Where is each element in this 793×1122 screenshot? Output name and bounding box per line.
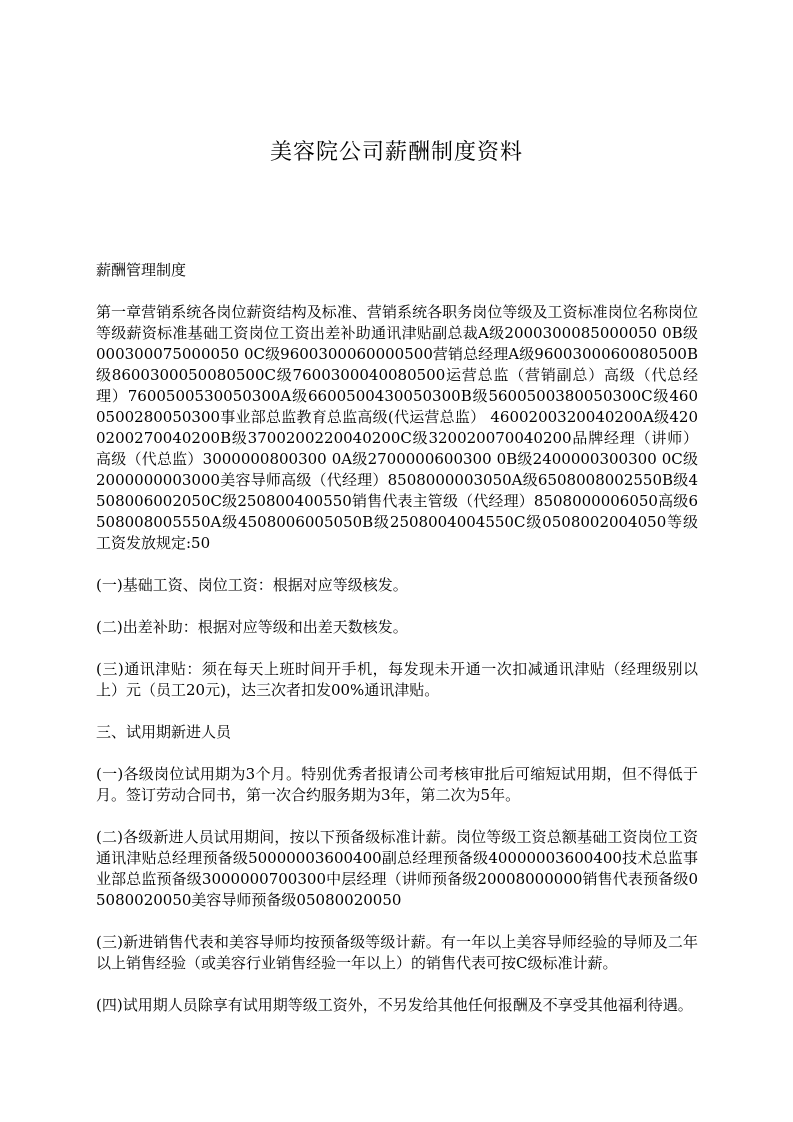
base-salary-rule: (一)基础工资、岗位工资：根据对应等级核发。	[96, 576, 408, 594]
salary-structure-paragraph: 第一章营销系统各岗位薪资结构及标准、营销系统各职务岗位等级及工资标准岗位名称岗位等级薪资标准基础工资岗位工资出差补助通讯津贴副总裁A级2000300085000050 0B级000300075000050 0C级9600300060000500营销总经理A级9600300060080500B级8600300050080500C级7600300040080500运营总监（营销副总）高级（代总经理）7600500530050300A级6600500430050300B级5600500380050300C级4600500280050300事业部总监教育总监高级(代运营总监） 4600200320040200A级4200200270040200B级3700200220040200C级320020070040200品牌经理（讲师）高级（代总监）3000000800300 0A级2700000600300 0B级2400000300300 0C级2000000003000美容导师高级（代经理）8508000003050A级6508008002550B级4508006002050C级250800400550销售代表主管级（代经理）8508000006050高级6508008005550A级4508006005050B级2508004004550C级0508002004050等级工资发放规定:50	[96, 303, 698, 552]
travel-allowance-rule: (二)出差补助：根据对应等级和出差天数核发。	[96, 618, 408, 636]
section-heading-probation: 三、试用期新进人员	[96, 723, 232, 741]
communication-allowance-rule: (三)通讯津贴：须在每天上班时间开手机，每发现未开通一次扣减通讯津贴（经理级别以上）元（员工20元)，达三次者扣发00%通讯津贴。	[96, 660, 698, 699]
probation-rule-4: (四)试用期人员除享有试用期等级工资外，不另发给其他任何报酬及不享受其他福利待遇。	[96, 996, 693, 1014]
document-body	[96, 260, 698, 1037]
probation-rule-1: (一)各级岗位试用期为3个月。特别优秀者报请公司考核审批后可缩短试用期，但不得低于月。签订劳动合同书，第一次合约服务期为3年，第二次为5年。	[96, 765, 698, 804]
document-title: 美容院公司薪酬制度资料	[269, 140, 523, 165]
section-heading: 薪酬管理制度	[96, 261, 187, 279]
probation-rule-2: (二)各级新进人员试用期间，按以下预备级标准计薪。岗位等级工资总额基础工资岗位工资通讯津贴总经理预备级50000003600400副总经理预备级40000003600400技术总监事业部总监预备级3000000700300中层经理（讲师预备级20008000000销售代表预备级05080020050美容导师预备级05080020050	[96, 828, 698, 909]
probation-rule-3: (三)新进销售代表和美容导师均按预备级等级计薪。有一年以上美容导师经验的导师及二年以上销售经验（或美容行业销售经验一年以上）的销售代表可按C级标准计薪。	[96, 933, 698, 972]
